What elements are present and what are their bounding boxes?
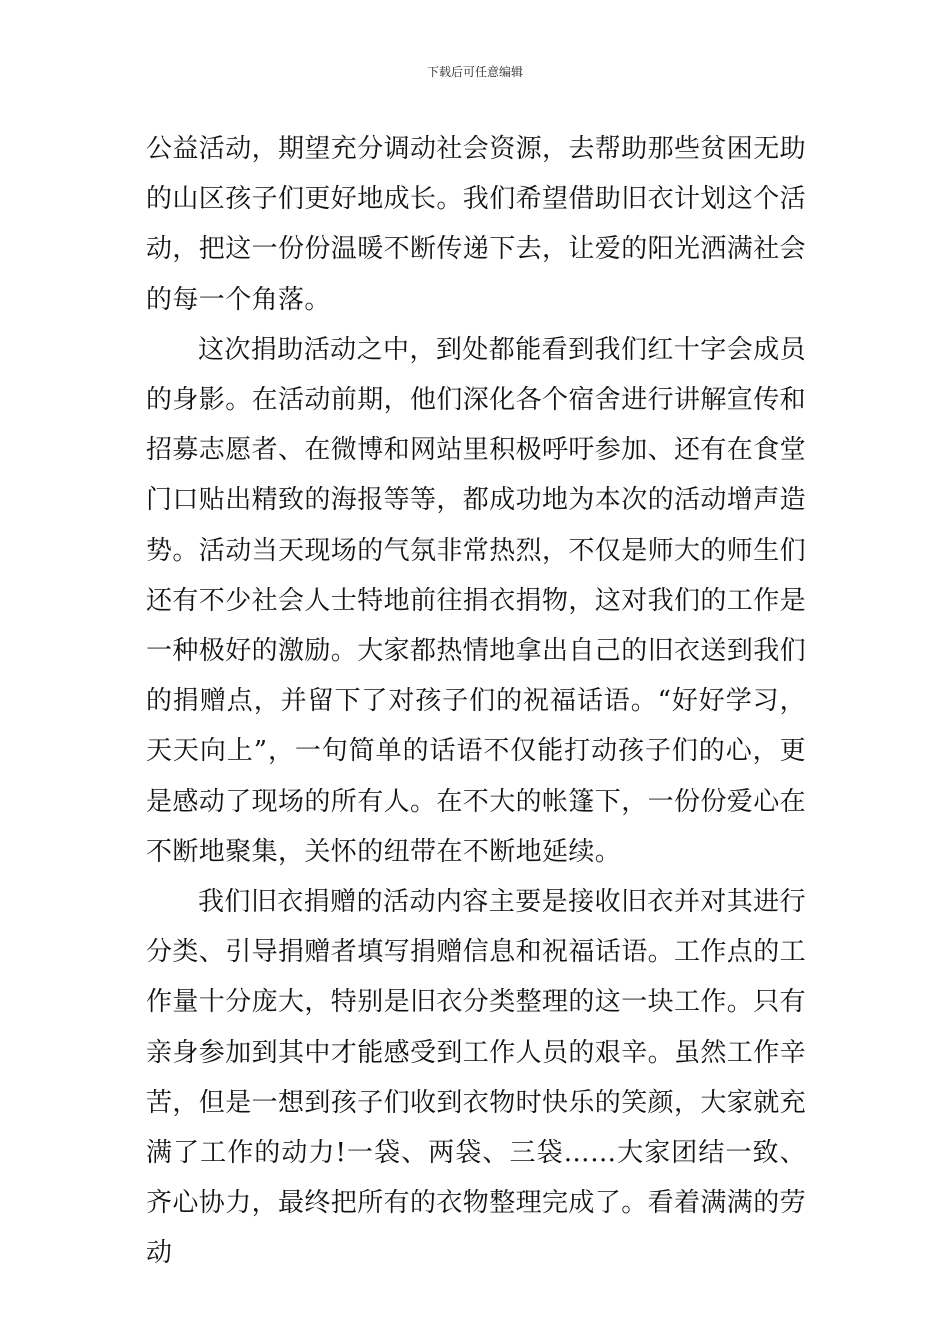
paragraph-continuation: 公益活动，期望充分调动社会资源，去帮助那些贫困无助的山区孩子们更好地成长。我们希望借助旧衣计划这个活动，把这一份份温暖不断传递下去，让爱的阳光洒满社会的每一个角落。 bbox=[146, 134, 807, 315]
paragraph-red-cross-activity: 这次捐助活动之中，到处都能看到我们红十字会成员的身影。在活动前期，他们深化各个宿舍进行讲解宣传和招募志愿者、在微博和网站里积极呼吁参加、还有在食堂门口贴出精致的海报等等，都成功地为本次的活动增声造势。活动当天现场的气氛非常热烈，不仅是师大的师生们还有不少社会人士特地前往捐衣捐物，这对我们的工作是一种极好的激励。大家都热情地拿出自己的旧衣送到我们的捐赠点，并留下了对孩子们的祝福话语。“好好学习，天天向上”，一句简单的话语不仅能打动孩子们的心，更是感动了现场的所有人。在不大的帐篷下，一份份爱心在不断地聚集，关怀的纽带在不断地延续。 bbox=[146, 334, 807, 867]
paragraph-donation-work: 我们旧衣捐赠的活动内容主要是接收旧衣并对其进行分类、引导捐赠者填写捐赠信息和祝福话语。工作点的工作量十分庞大，特别是旧衣分类整理的这一块工作。只有亲身参加到其中才能感受到工作人员的艰辛。虽然工作辛苦，但是一想到孩子们收到衣物时快乐的笑颜，大家就充满了工作的动力!一袋、两袋、三袋……大家团结一致、齐心协力，最终把所有的衣物整理完成了。看着满满的劳动 bbox=[146, 887, 807, 1269]
document-body bbox=[146, 124, 806, 1279]
page-header: 下载后可任意编辑 bbox=[426, 65, 523, 79]
